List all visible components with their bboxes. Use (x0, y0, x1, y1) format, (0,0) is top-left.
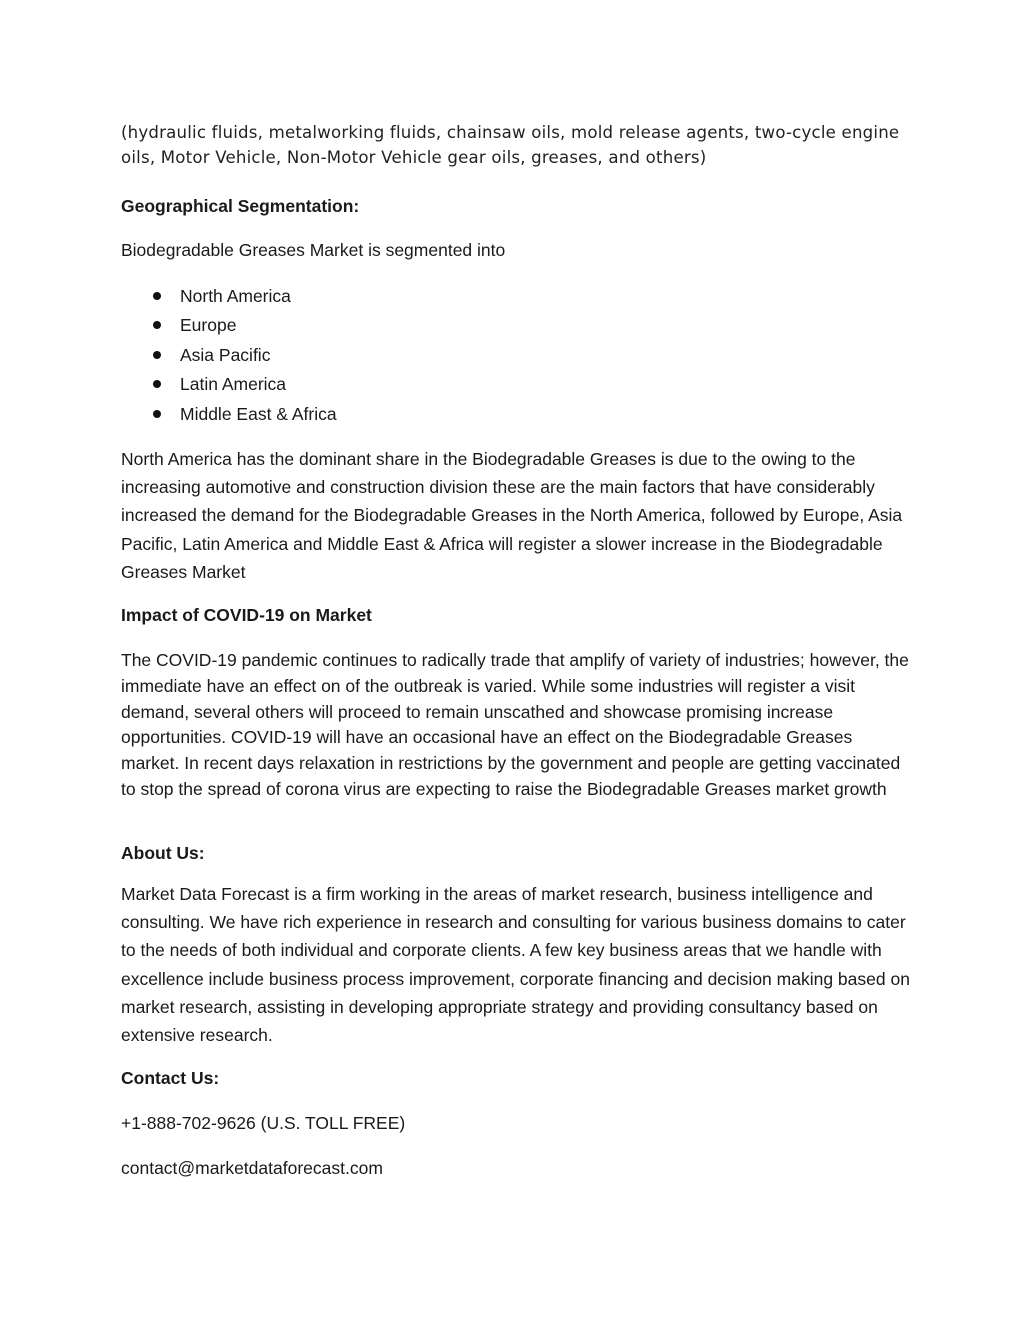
covid-impact-heading: Impact of COVID-19 on Market (121, 605, 372, 625)
bullet-icon (153, 292, 161, 300)
about-us-heading: About Us: (121, 843, 205, 863)
bullet-icon (153, 351, 161, 359)
region-label: Asia Pacific (180, 344, 271, 365)
contact-us-heading: Contact Us: (121, 1068, 220, 1088)
regions-list (121, 284, 337, 431)
list-item (121, 313, 337, 342)
list-item (121, 343, 337, 372)
region-label: North America (180, 286, 291, 306)
about-us-paragraph: Market Data Forecast is a firm working in the areas of market research, business intelligence and consulting. We have rich experience in research and consulting for various business domains to cater to the needs of both individual and corporate clients. A few key business areas that we handle with excellence include business process improvement, corporate financing and decision making based on market research, assisting in developing appropriate strategy and providing consultancy based on extensive research. (121, 884, 910, 1046)
bullet-icon (153, 321, 161, 329)
product-types-text: (hydraulic fluids, metalworking fluids, chainsaw oils, mold release agents, two-cycle engine oils, Motor Vehicle, Non-Motor Vehicle gear oils, greases, and others) (121, 123, 900, 167)
region-label: Europe (180, 315, 237, 336)
region-label: Middle East & Africa (180, 403, 337, 424)
contact-email: contact@marketdataforecast.com (121, 1158, 383, 1178)
covid-impact-paragraph: The COVID-19 pandemic continues to radically trade that amplify of variety of industries; however, the immediate have an effect on of the outbreak is varied. While some industries will register a visit demand, several others will proceed to remain unscathed and showcase promising increase opportunities. COVID-19 will have an occasional have an effect on the Biodegradable Greases market. In recent days relaxation in restrictions by the government and people are getting vaccinated to stop the spread of corona virus are expecting to raise the Biodegradable Greases market growth (121, 650, 909, 799)
segmentation-intro-text: Biodegradable Greases Market is segmented into (121, 240, 506, 260)
list-item (121, 284, 337, 313)
bullet-icon (153, 410, 161, 418)
north-america-paragraph: North America has the dominant share in the Biodegradable Greases is due to the owing to the increasing automotive and construction division these are the main factors that have considerably increased the demand for the Biodegradable Greases in the North America, followed by Europe, Asia Pacific, Latin America and Middle East & Africa will register a slower increase in the Biodegradable Greases Market (121, 449, 903, 582)
region-label: Latin America (180, 374, 287, 395)
geographical-segmentation-heading: Geographical Segmentation: (121, 196, 360, 216)
contact-phone: +1-888-702-9626 (U.S. TOLL FREE) (121, 1113, 406, 1133)
list-item (121, 372, 337, 401)
list-item (121, 402, 337, 431)
bullet-icon (153, 380, 161, 388)
